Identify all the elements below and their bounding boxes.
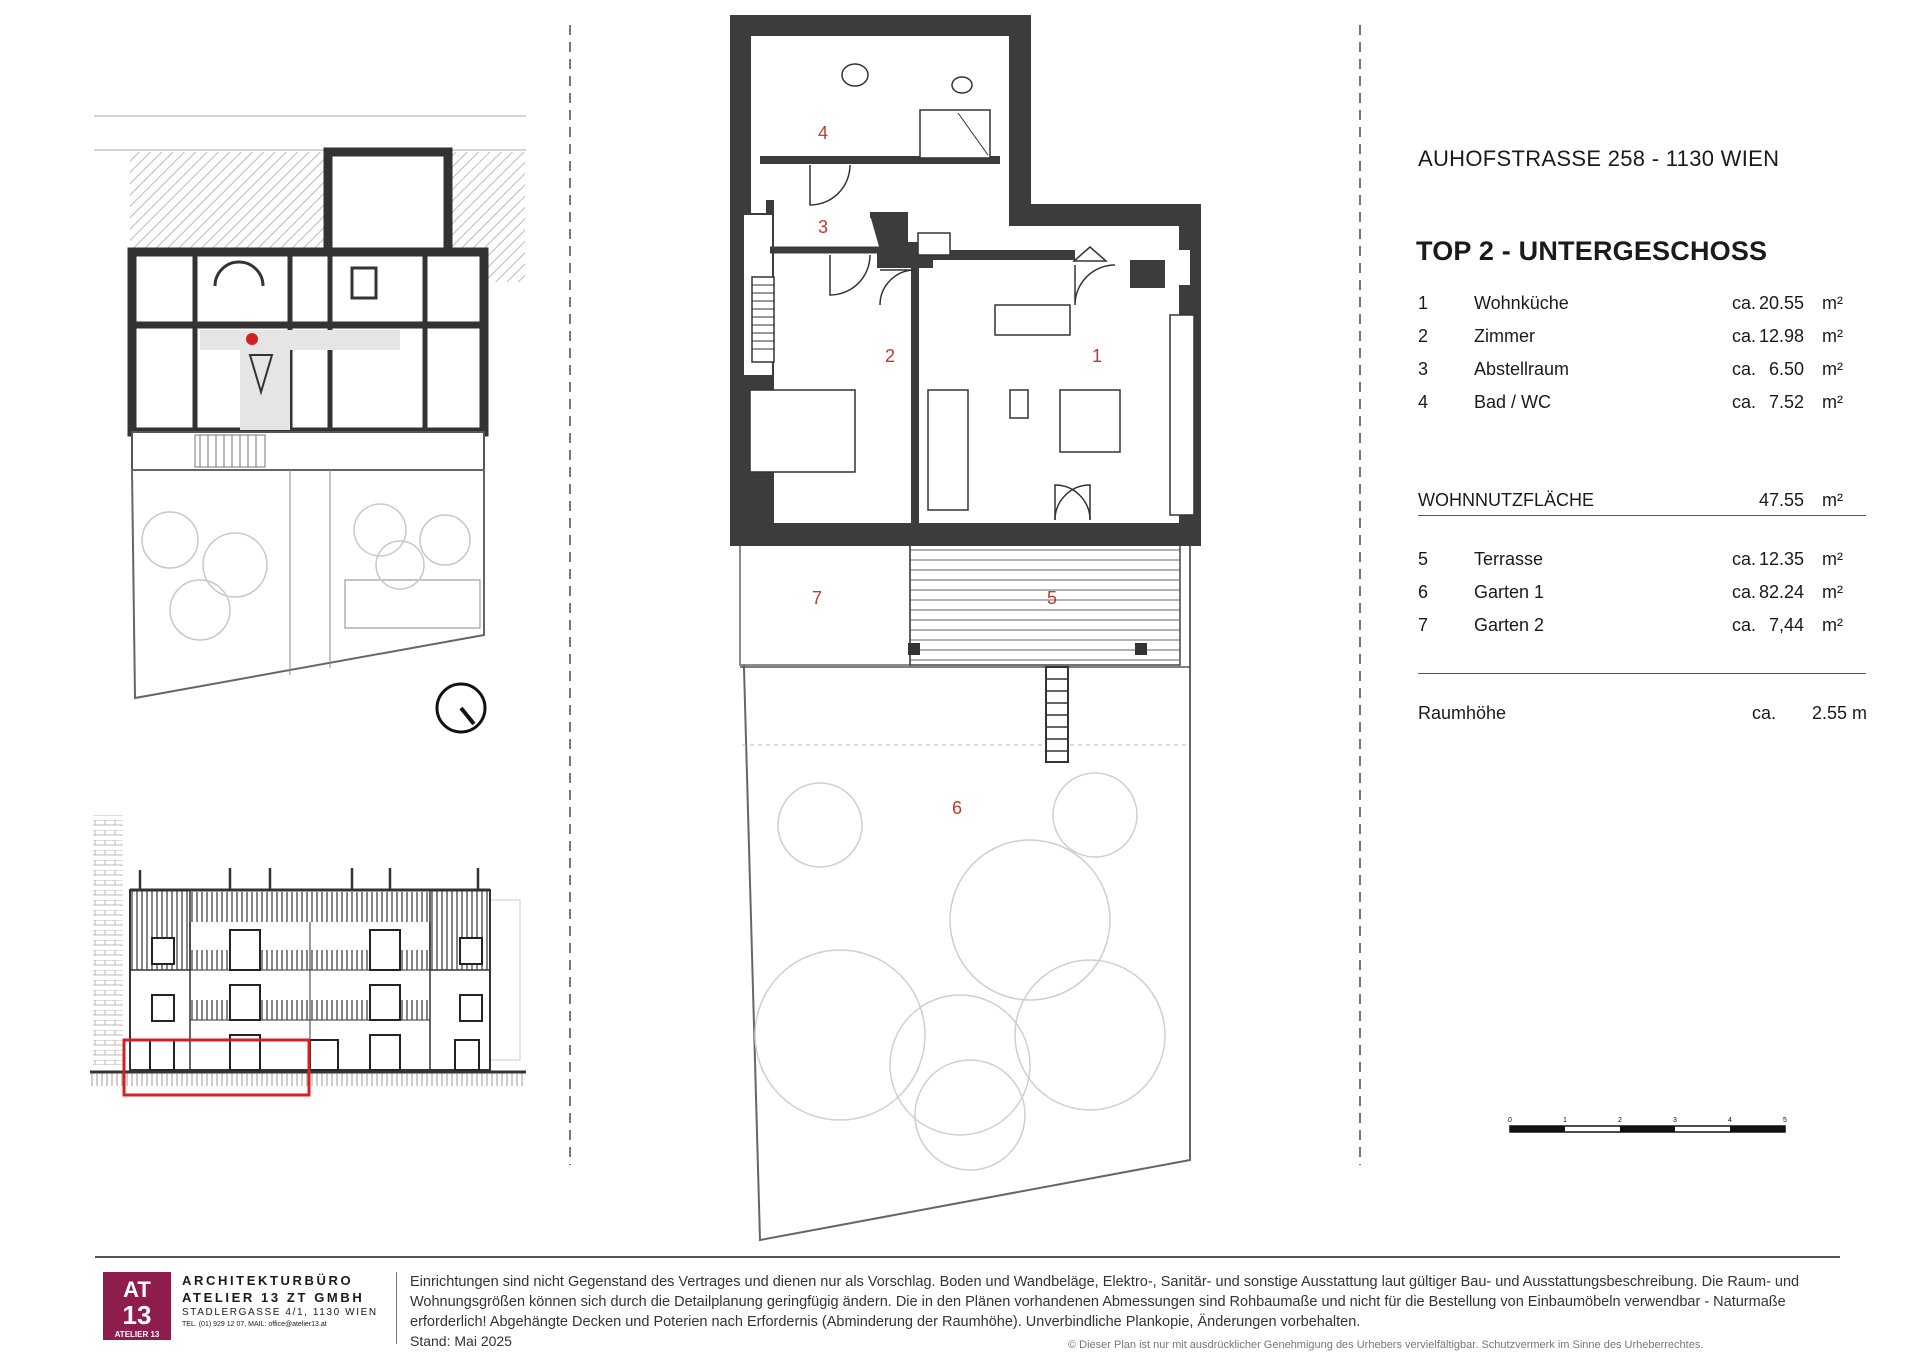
plan-label-2: 2 xyxy=(885,346,896,366)
height-label: Raumhöhe xyxy=(1418,703,1507,723)
scale-tick: 0 xyxy=(1508,1117,1512,1124)
floor-title: TOP 2 - UNTERGESCHOSS xyxy=(1416,236,1768,266)
room-area: 7.52 xyxy=(1768,392,1804,412)
scale-tick: 1 xyxy=(1563,1117,1567,1124)
room-number: 1 xyxy=(1418,293,1429,313)
total-label: WOHNNUTZFLÄCHE xyxy=(1418,490,1594,510)
footer-divider xyxy=(396,1272,397,1344)
room-unit: m² xyxy=(1822,359,1843,379)
room-row xyxy=(1418,359,1878,385)
project-address: AUHOFSTRASSE 258 - 1130 WIEN xyxy=(1418,146,1780,171)
outdoor-name: Garten 1 xyxy=(1474,582,1545,602)
total-unit: m² xyxy=(1822,490,1843,510)
outdoor-area: 12.35 xyxy=(1758,549,1804,569)
office-company: ATELIER 13 ZT GMBH xyxy=(182,1290,365,1305)
room-ca: ca. xyxy=(1732,392,1757,412)
outdoor-row xyxy=(1418,615,1878,641)
scale-tick: 5 xyxy=(1783,1117,1787,1124)
room-area: 20.55 xyxy=(1758,293,1804,313)
outdoor-row xyxy=(1418,582,1878,608)
plan-label-6: 6 xyxy=(952,798,963,818)
room-name: Bad / WC xyxy=(1474,392,1552,412)
room-row xyxy=(1418,326,1878,352)
room-area: 12.98 xyxy=(1758,326,1804,346)
outdoor-ca: ca. xyxy=(1732,549,1757,569)
room-row xyxy=(1418,392,1878,418)
office-info xyxy=(182,1272,382,1330)
outdoor-number: 7 xyxy=(1418,615,1429,635)
office-address: STADLERGASSE 4/1, 1130 WIEN xyxy=(182,1307,378,1318)
plan-label-3: 3 xyxy=(818,217,829,237)
outdoor-unit: m² xyxy=(1822,582,1843,602)
room-unit: m² xyxy=(1822,293,1843,313)
height-value: 2.55 m xyxy=(1812,703,1868,723)
scale-tick: 4 xyxy=(1728,1117,1732,1124)
room-ca: ca. xyxy=(1732,293,1757,313)
garden-2-area xyxy=(740,530,910,665)
outdoor-ca: ca. xyxy=(1732,615,1757,635)
plan-label-1: 1 xyxy=(1092,346,1103,366)
building-elevation xyxy=(90,810,530,1120)
total-rule xyxy=(1418,515,1866,516)
office-contact: TEL. (01) 929 12 07, MAIL: office@atelier13.at xyxy=(182,1321,327,1328)
plan-label-7: 7 xyxy=(812,588,823,608)
height-ca: ca. xyxy=(1752,703,1777,723)
room-number: 2 xyxy=(1418,326,1429,346)
outdoor-name: Terrasse xyxy=(1474,549,1544,569)
outdoor-number: 6 xyxy=(1418,582,1429,602)
total-area: 47.55 xyxy=(1758,490,1804,510)
plan-label-4: 4 xyxy=(818,123,829,143)
copyright-notice: © Dieser Plan ist nur mit ausdrücklicher Genehmigung des Urhebers vervielfältigbar. Schutzvermerk im Sinne des Urheberrechtes. xyxy=(1068,1339,1704,1351)
plan-date: Stand: Mai 2025 xyxy=(410,1333,512,1349)
outdoor-name: Garten 2 xyxy=(1474,615,1545,635)
office-name: ARCHITEKTURBÜRO xyxy=(182,1273,354,1288)
room-name: Abstellraum xyxy=(1474,359,1570,379)
floor-plan xyxy=(730,15,1210,1255)
disclaimer-text: Einrichtungen sind nicht Gegenstand des Vertrages und dienen nur als Vorschlag. Boden und Wandbeläge, Elektro-, Sanitär- und sonstige Ausstattung laut gültiger Bau- und Ausstattungsbeschreibung. Die Raum- und Wohnungsgrößen können sich durch die Detailplanung geringfügig ändern. Die in den Plänen vorhandenen Abmessungen sind Rohbaumaße und nicht für die Bestellung von Einbaumöbeln verwendbar - Naturmaße erforderlich! Abgehängte Decken und Poterien nach Erfordernis (Abminderung der Raumhöhe). Unverbindliche Plankopie, Änderungen vorbehalten. xyxy=(410,1274,1800,1330)
outdoor-area: 7,44 xyxy=(1768,615,1804,635)
room-unit: m² xyxy=(1822,392,1843,412)
outdoor-rule xyxy=(1418,673,1866,674)
room-unit: m² xyxy=(1822,326,1843,346)
scale-tick: 2 xyxy=(1618,1117,1622,1124)
room-name: Zimmer xyxy=(1474,326,1535,346)
room-number: 3 xyxy=(1418,359,1429,379)
room-number: 4 xyxy=(1418,392,1429,412)
outdoor-unit: m² xyxy=(1822,549,1843,569)
outdoor-row xyxy=(1418,549,1878,575)
room-name: Wohnküche xyxy=(1474,293,1569,313)
site-plan xyxy=(90,110,530,740)
footer-rule xyxy=(95,1256,1840,1258)
outdoor-ca: ca. xyxy=(1732,582,1757,602)
atelier13-logo: AT 13 ATELIER 13 xyxy=(103,1272,171,1340)
room-row xyxy=(1418,293,1878,319)
outdoor-area: 82.24 xyxy=(1758,582,1804,602)
room-ca: ca. xyxy=(1732,359,1757,379)
scale-bar xyxy=(1500,1112,1800,1142)
outdoor-number: 5 xyxy=(1418,549,1429,569)
room-area: 6.50 xyxy=(1768,359,1804,379)
plan-label-5: 5 xyxy=(1047,588,1058,608)
room-ca: ca. xyxy=(1732,326,1757,346)
scale-tick: 3 xyxy=(1673,1117,1677,1124)
outdoor-unit: m² xyxy=(1822,615,1843,635)
